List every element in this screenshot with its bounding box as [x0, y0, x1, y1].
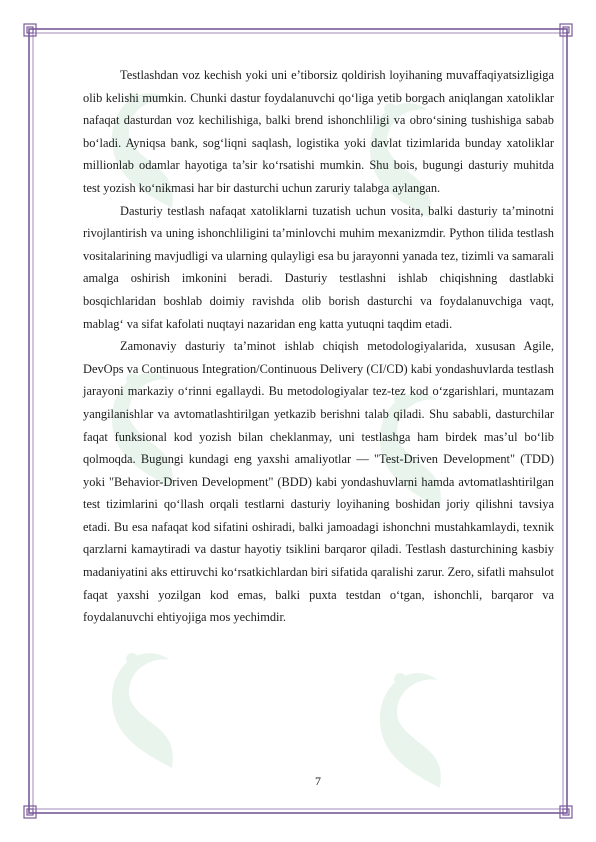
paragraph-1: Testlashdan voz kechish yoki uni e’tiborsiz qoldirish loyihaning muvaffaqiyatsizligiga olib kelishi mumkin. Chunki dastur foydalanuvchi qo‘liga yetib borgach aniqlangan xatoliklar nafaqat dasturdan voz kechilishiga, balki brend ishonchliligi va obro‘sining tushishiga sabab bo‘ladi. Ayniqsa bank, sog‘liqni saqlash, logistika yoki davlat tizimlarida bunday xatoliklar millionlab odamlar hayotiga ta’sir ko‘rsatishi mumkin. Shu bois, bugungi dasturiy muhitda test yozish ko‘nikmasi har bir dasturchi uchun zaruriy talabga aylangan. — [83, 68, 554, 195]
paragraph-2: Dasturiy testlash nafaqat xatoliklarni tuzatish uchun vosita, balki dasturiy ta’minotni rivojlantirish va uning ishonchliligini ta’minlovchi muhim mexanizmdir. Python tilida testlash vositalarining mavjudligi va ularning qulayligi esa bu jarayonni yanada tez, tizimli va samarali amalga oshirish imkonini beradi. Dasturiy testlashni ishlab chiqishning dastlabki bosqichlaridan boshlab doimiy ravishda olib borish dasturchi va foydalanuvchiga vaqt, mablag‘ va sifat kafolati nuqtayi nazaridan eng katta yutuqni taqdim etadi. — [83, 203, 554, 331]
page-number: 7 — [315, 774, 321, 788]
paragraph-3: Zamonaviy dasturiy ta’minot ishlab chiqish metodologiyalarida, xususan Agile, DevOps va Continuous Integration/Continuous Delivery (CI/CD) kabi yondashuvlarda testlash jarayoni markaziy o‘rinni egallaydi. Bu metodologiyalar tez-tez kod o‘zgarishlari, muntazam yangilanishlar va avtomatlashtirilgan yetkazib berishni talab qiladi. Shu sababli, dasturchilar faqat funksional kod yozish bilan cheklanmay, uni testlashga ham birdek mas’ul bo‘lib qolmoqda. Bugungi kundagi eng yaxshi amaliyotlar — "Test-Driven Development" (TDD) yoki "Behavior-Driven Development" (BDD) kabi yondashuvlarni hamda avtomatlashtirilgan test tizimlarini qo‘llash orqali testlarni dasturiy loyihaning boshidan joriy qilishni tavsiya etadi. Bu esa nafaqat kod sifatini oshiradi, balki jamoadagi ishonchni mustahkamlaydi, texnik qarzlarni kamaytiradi va dastur hayotiy tsiklini barqaror qiladi. Testlash dasturchining kasbiy madaniyatini aks ettiruvchi ko‘rsatkichlardan biri sifatida qaralishi zarur. Zero, sifatli mahsulot faqat yaxshi yozilgan kod emas, balki puxta testdan o‘tgan, ishonchli, barqaror va foydalanuvchi ehtiyojiga mos yechimdir. — [83, 339, 554, 625]
page-body — [83, 64, 554, 629]
